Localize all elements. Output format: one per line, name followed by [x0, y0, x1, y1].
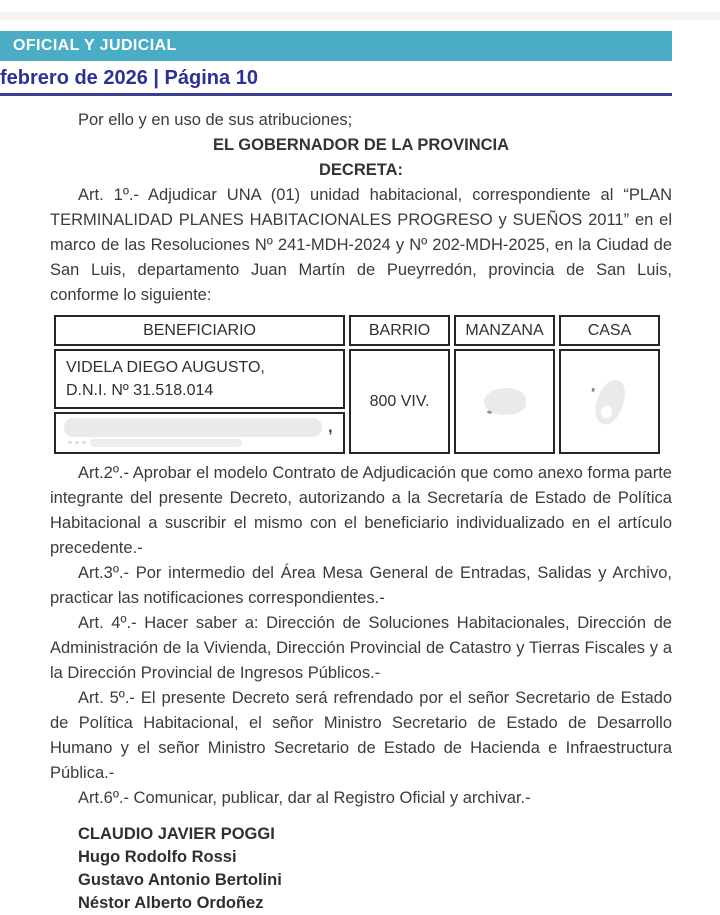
- col-header-casa: CASA: [559, 315, 660, 346]
- casa-redaction-blob: [591, 376, 629, 427]
- table-row: [54, 349, 660, 409]
- decree-heading: DECRETA:: [318, 161, 404, 179]
- date-page-line: febrero de 2026 | Página 10: [0, 67, 258, 89]
- barrio-cell: 800 VIV.: [349, 349, 450, 454]
- article-5: Art. 5º.- El presente Decreto será refrendado por el señor Secretario de Estado de Política Habitacional, el señor Ministro Secretario de Estado de Desarrollo Humano y el señor Ministro Secretario de Estado de Hacienda e Infraestructura Pública.-: [50, 689, 672, 782]
- beneficiary-dni: D.N.I. Nº 31.518.014: [66, 382, 214, 399]
- table-header-row: [54, 315, 660, 346]
- article-2: Art.2º.- Aprobar el modelo Contrato de Adjudicación que como anexo forma parte integrante del presente Decreto, autorizando a la Secretaría de Estado de Política Habitacional a suscribir el mismo con el beneficiario individualizado en el artículo precedente.-: [50, 464, 672, 557]
- name-redaction-bar: [64, 418, 322, 437]
- signature-minister: Hugo Rodolfo Rossi: [78, 848, 237, 866]
- redaction-trailing-comma: ,: [328, 417, 333, 436]
- col-header-beneficiario: BENEFICIARIO: [54, 315, 345, 346]
- redaction-dot: [68, 441, 72, 444]
- section-title: OFICIAL Y JUDICIAL: [13, 37, 177, 54]
- adjudication-table: [50, 312, 664, 457]
- signature-block: [78, 823, 672, 915]
- casa-cell-redacted: [559, 349, 660, 454]
- masthead-divider: [0, 93, 672, 96]
- manzana-redaction-blob: [482, 386, 527, 417]
- intro-paragraph: Por ello y en uso de sus atribuciones;: [78, 111, 353, 129]
- gazette-page: [0, 12, 720, 912]
- article-3: Art.3º.- Por intermedio del Área Mesa General de Entradas, Salidas y Archivo, practicar las notificaciones correspondientes.-: [50, 564, 672, 607]
- beneficiary-name: VIDELA DIEGO AUGUSTO,: [66, 359, 265, 376]
- manzana-cell-redacted: [454, 349, 555, 454]
- signature-secretary: Néstor Alberto Ordoñez: [78, 894, 264, 912]
- redaction-dot: [75, 441, 79, 444]
- article-6: Art.6º.- Comunicar, publicar, dar al Registro Oficial y archivar.-: [78, 789, 531, 807]
- col-header-manzana: MANZANA: [454, 315, 555, 346]
- redaction-dot: [82, 441, 86, 444]
- article-4: Art. 4º.- Hacer saber a: Dirección de Soluciones Habitacionales, Dirección de Administración de la Vivienda, Dirección Provincial de Catastro y Tierras Fiscales y a la Dirección Provincial de Ingresos Públicos.-: [50, 614, 672, 682]
- beneficiary-cell-redacted: [54, 412, 345, 454]
- signature-minister: Gustavo Antonio Bertolini: [78, 871, 282, 889]
- decree-body: [50, 108, 672, 915]
- section-header-bar: [0, 31, 672, 61]
- col-header-barrio: BARRIO: [349, 315, 450, 346]
- governor-heading: EL GOBERNADOR DE LA PROVINCIA: [212, 136, 510, 154]
- signature-governor: CLAUDIO JAVIER POGGI: [78, 825, 275, 843]
- top-accent-strip: [0, 12, 720, 20]
- name-redaction-smudge: [90, 439, 242, 447]
- article-1: Art. 1º.- Adjudicar UNA (01) unidad habitacional, correspondiente al “PLAN TERMINALIDAD PLANES HABITACIONALES PROGRESO y SUEÑOS 2011” en el marco de las Resoluciones Nº 241-MDH-2024 y Nº 202-MDH-2025, en la Ciudad de San Luis, departamento Juan Martín de Pueyrredón, provincia de San Luis, conforme lo siguiente:: [50, 186, 672, 304]
- beneficiary-cell: [54, 349, 345, 409]
